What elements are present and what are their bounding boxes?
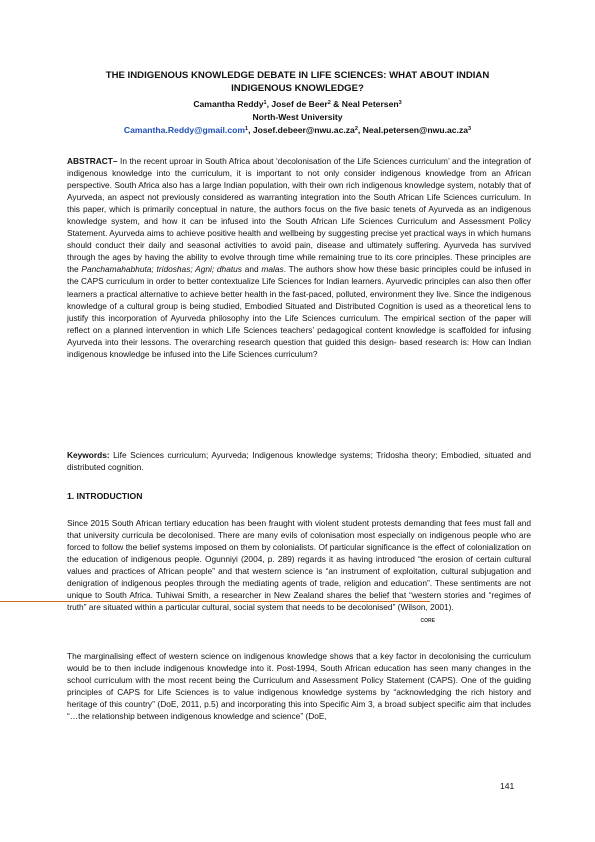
author-1-sup: 1	[263, 100, 267, 106]
abstract-italic-b: malas	[261, 264, 284, 275]
author-2: , Josef de Beer	[266, 99, 328, 109]
abstract-italic-a: Panchamahabhuta; tridoshas; Agni; dhatus	[81, 264, 242, 275]
author-emails	[60, 124, 535, 136]
author-2-sup: 2	[327, 100, 331, 106]
keywords-text: Life Sciences curriculum; Ayurveda; Indigenous knowledge systems; Tridosha theory; Embodied, situated and distributed cognition.	[67, 450, 531, 473]
author-3: & Neal Petersen	[330, 99, 399, 109]
abstract-label: ABSTRACT–	[67, 156, 118, 166]
email-link-1[interactable]: Camantha.Reddy@gmail.com	[123, 125, 245, 135]
author-3-sup: 3	[398, 100, 402, 106]
core-logo: CORE	[413, 617, 435, 626]
intro-paragraph-1: Since 2015 South African tertiary education has been fraught with violent student protests demanding that fees must fall and that university curricula be decolonised. There are many evils of colonisation most especially on indigenous people who are forced to follow the belief systems imposed on them by colonialists. Of particular significance is the effect of colonialization on the education of indigenous people. Ogunniyi (2004, p. 289) regards it as having introduced “the erosion of certain cultural values and practices of African people” and that western science is “an instrument of exploitation, cultural subjugation and denigration of indigenous peoples through the mediating agents of trade, religion and education”. These sentiments are not unique to South Africa. Tuhiwai Smith, a researcher in New Zealand shares the belief that “western stories and “regimes of truth” are situated within a particular cultural, social system that needs to be decolonised” (Wilson, 2001).	[67, 518, 531, 613]
download-stamp-line	[0, 601, 430, 602]
title-line-2: INDIGENOUS KNOWLEDGE?	[231, 83, 364, 94]
abstract-text-c: . The authors show how these basic principles could be infused in the CAPS curriculum in order to better contextualize Life Sciences for Indian learners. Ayurvedic principles can also then offer learners a practical alternative to achieve better health in the fast-paced, polluted, environment they live. Since the indigenous knowledge of a cultural group is being studied, Embodied Situated and Distributed Cognition is used as a theoretical lens to justify this incorporation of Ayurveda philosophy into the Life Sciences curriculum. The empirical section of the paper will reflect on a planned intervention in which Life Sciences teachers’ pedagogical content knowledge is scaffolded for infusing Ayurveda into their lessons. The overarching research question that guided this design- based research is: How can Indian indigenous knowledge be infused into the Life Sciences curriculum?	[67, 264, 532, 359]
keywords	[67, 449, 531, 473]
page-number: 141	[500, 781, 515, 791]
author-1: Camantha Reddy	[193, 99, 264, 109]
abstract-text-b: and	[241, 264, 262, 275]
title-line-1: THE INDIGENOUS KNOWLEDGE DEBATE IN LIFE SCIENCES: WHAT ABOUT INDIAN	[105, 70, 490, 81]
email-2-sup: 2	[354, 126, 358, 132]
author-names	[60, 98, 535, 110]
section-heading-introduction: 1. INTRODUCTION	[67, 491, 143, 501]
affiliation: North-West University	[252, 112, 343, 122]
keywords-label: Keywords:	[67, 450, 110, 460]
intro-paragraph-2: The marginalising effect of western science on indigenous knowledge shows that a key factor in decolonising the curriculum would be to then include indigenous knowledge into it. Post-1994, South African education has seen many changes in the school curriculum with the most recent being the Curriculum and Assessment Policy Statement (CAPS). One of the guiding principles of CAPS for Life Sciences is to value indigenous knowledge systems by “acknowledging the rich history and heritage of this country” (DoE, 2011, p.5) and incorporating this into Specific Aim 3, a broad subject specific aim that includes “…the relationship between indigenous knowledge and science” (DoE,	[67, 651, 531, 722]
email-3-sup: 3	[468, 126, 472, 132]
abstract	[67, 155, 531, 360]
email-2: , Josef.debeer@nwu.ac.za	[248, 125, 355, 135]
paper-title	[70, 69, 525, 95]
email-1-sup: 1	[245, 126, 249, 132]
abstract-text-a: In the recent uproar in South Africa about ‘decolonisation of the Life Sciences curriculum’ and the integration of indigenous knowledge into the curriculum, it is important to not only consider indigenous knowledge from an African perspective. South Africa also has a large Indian population, with their own rich indigenous knowledge system, notably that of Ayurveda, an aspect not previously considered as warranting integration into the South African Life Sciences curriculum. In this paper, which is primarily conceptual in nature, the authors focus on the five basic tenets of Ayurveda as an indigenous knowledge system, and how it can be infused into the South African Life Sciences Curriculum and Assessment Policy Statement. Ayurveda aims to achieve positive health and wellbeing by suggesting precise yet practical ways in which humans should conduct their daily and seasonal activities to avoid pain, disease and ultimately suffering. Ayurveda has survived through the ages by having the ability to evolve through time while remaining true to its core principles. These principles are the	[67, 156, 531, 275]
email-3: , Neal.petersen@nwu.ac.za	[357, 125, 469, 135]
